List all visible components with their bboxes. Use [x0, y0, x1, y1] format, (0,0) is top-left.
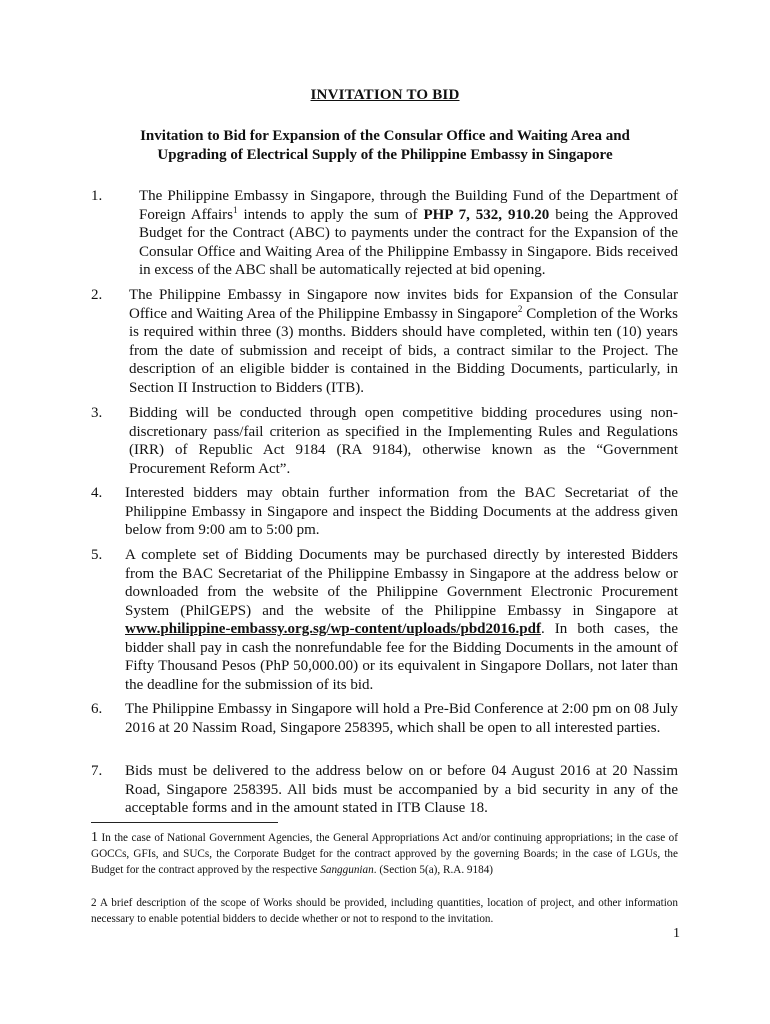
paragraph-7 — [91, 762, 678, 818]
budget-amount: PHP 7, 532, 910.20 — [423, 206, 550, 223]
paragraph-text — [125, 546, 678, 694]
paragraph-text: Bidding will be conducted through open competitive bidding procedures using non-discretionary pass/fail criterion as specified in the Implementing Rules and Regulations (IRR) of Republic Act 9184 (RA 9184), otherwise known as the “Government Procurement Reform Act”. — [129, 405, 678, 477]
paragraph-6 — [91, 700, 678, 737]
paragraph-text — [129, 286, 678, 397]
paragraph-text: Interested bidders may obtain further information from the BAC Secretariat of the Philippine Embassy in Singapore and inspect the Bidding Documents at the address given below from 9:00 am to 5:00 pm. — [125, 485, 678, 538]
bidding-documents-link[interactable]: www.philippine-embassy.org.sg/wp-content/uploads/pbd2016.pdf — [125, 621, 541, 637]
paragraph-3 — [91, 404, 678, 478]
text-segment: . (Section 5(a), R.A. 9184) — [373, 864, 494, 876]
paragraph-number: 5. — [91, 547, 103, 563]
paragraph-number: 4. — [91, 485, 103, 501]
subtitle-line-2: Upgrading of Electrical Supply of the Philippine Embassy in Singapore — [157, 147, 613, 163]
text-segment: In the case of National Government Agencies, the General Appropriations Act and/or continuing appropriations; in the case of GOCCs, GFIs, and SUCs, the Corporate Budget for the contract approved by the governing Boards; in the case of LGUs, the Budget for the contract approved by the respective — [91, 832, 678, 876]
text-segment: being the Approved Budget for the Contract (ABC) to payments under the contract for the Expansion of the Consular Office and Waiting Area of the Philippine Embassy in Singapore. Bids received in excess of the ABC shall be automatically rejected at bid opening. — [139, 206, 678, 278]
text-segment: intends to apply the sum of — [237, 206, 424, 223]
paragraph-text: Bids must be delivered to the address below on or before 04 August 2016 at 20 Nassim Road, Singapore 258395. All bids must be accompanied by a bid security in any of the acceptable forms and in the amount stated in ITB Clause 18. — [125, 763, 678, 816]
footnote-ref-1: 1 — [233, 204, 238, 215]
footnote-ref-2: 2 — [517, 303, 523, 314]
paragraph-number: 3. — [91, 405, 103, 421]
footnote-mark: 1 — [91, 830, 98, 845]
text-segment: The Philippine Embassy in Singapore, through the Building Fund of the Department of Foreign Affairs — [139, 188, 678, 223]
paragraph-text — [139, 187, 678, 280]
paragraph-number: 7. — [91, 763, 103, 779]
text-segment: A brief description of the scope of Works should be provided, including quantities, location of project, and other information necessary to enable potential bidders to decide whether or not to respond to the invitation. — [91, 897, 678, 925]
page-title: INVITATION TO BID — [310, 87, 460, 103]
text-segment: A complete set of Bidding Documents may be purchased directly by interested Bidders from the BAC Secretariat of the Philippine Embassy in Singapore at the address below or downloaded from the website of the Philippine Government Electronic Procurement System (PhilGEPS) and the website of the Philippine Embassy in Singapore at — [125, 547, 678, 619]
footnote-2 — [91, 895, 678, 927]
document-subtitle — [100, 127, 670, 165]
footnote-mark: 2 — [91, 897, 97, 909]
page-number: 1 — [673, 926, 680, 941]
paragraph-4 — [91, 484, 678, 540]
paragraph-number: 2. — [91, 287, 103, 303]
subtitle-line-1: Invitation to Bid for Expansion of the Consular Office and Waiting Area and — [140, 128, 630, 144]
paragraph-number: 6. — [91, 701, 103, 717]
paragraph-number: 1. — [91, 188, 103, 204]
paragraph-text: The Philippine Embassy in Singapore will hold a Pre-Bid Conference at 2:00 pm on 08 July 2016 at 20 Nassim Road, Singapore 258395, which shall be open to all interested parties. — [125, 701, 678, 736]
italic-term: Sanggunian — [320, 864, 374, 876]
paragraph-1 — [91, 187, 678, 280]
paragraph-2 — [91, 286, 678, 397]
footnote-1 — [91, 830, 678, 878]
text-segment: . In both cases, the bidder shall pay in cash the nonrefundable fee for the Bidding Documents in the amount of Fifty Thousand Pesos (PhP 50,000.00) or its equivalent in Singapore Dollars, not later than the deadline for the submission of its bid. — [125, 621, 678, 693]
footnote-separator — [91, 822, 278, 823]
text-segment: The Philippine Embassy in Singapore now invites bids for Expansion of the Consular Office and Waiting Area of the Philippine Embassy in Singapore — [129, 287, 678, 322]
text-segment: Completion of the Works is required within three (3) months. Bidders should have completed, within ten (10) years from the date of submission and receipt of bids, a contract similar to the Project. The description of an eligible bidder is contained in the Bidding Documents, particularly, in Section II Instruction to Bidders (ITB). — [129, 305, 679, 396]
paragraph-5 — [91, 546, 678, 694]
